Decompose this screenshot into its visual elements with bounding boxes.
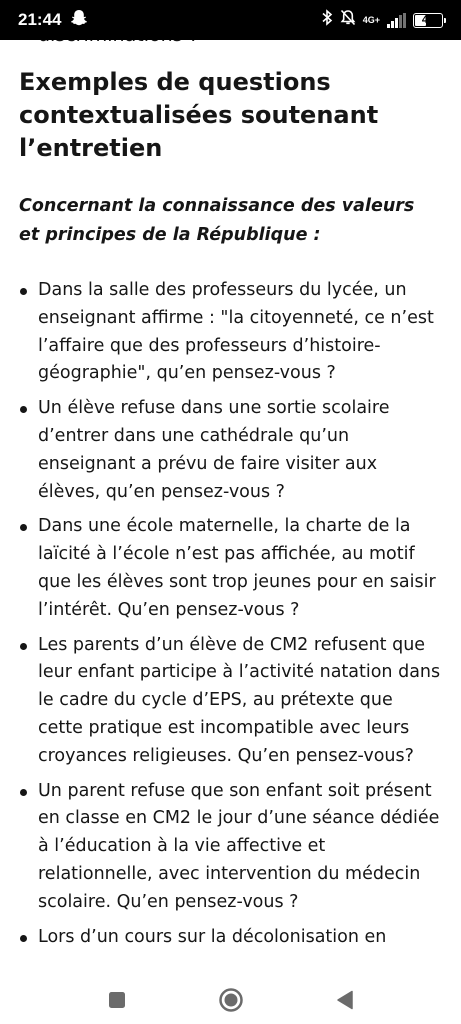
triangle-back-icon xyxy=(336,990,354,1010)
bullet-icon xyxy=(20,935,27,942)
snapchat-ghost-icon xyxy=(71,9,87,32)
network-type: 4G+ xyxy=(362,14,380,25)
bullet-icon xyxy=(20,288,27,295)
circle-icon xyxy=(218,987,244,1013)
question-text: Dans la salle des professeurs du lycée, un enseignant affirme : "la citoyenneté, ce n’est l’affaire que des professeurs d’histoire-géographie", qu’en pensez-vous ? xyxy=(38,280,434,384)
status-bar xyxy=(0,0,461,40)
list-item xyxy=(19,513,443,624)
battery-percent: 45 xyxy=(421,14,435,26)
section-intro: Concernant la connaissance des valeurs et principes de la République : xyxy=(19,196,415,245)
bullet-icon xyxy=(20,524,27,531)
home-button[interactable] xyxy=(211,980,251,1020)
question-text: Un élève refuse dans une sortie scolaire d’entrer dans une cathédrale qu’un enseignant a prévu de faire visiter aux élèves, qu’en pensez-vous ? xyxy=(38,398,390,502)
question-text: Lors d’un cours sur la décolonisation en xyxy=(38,926,387,947)
list-item xyxy=(19,395,443,506)
question-text: Les parents d’un élève de CM2 refusent que leur enfant participe à l’activité natation dans le cadre du cycle d’EPS, au prétexte que cette pratique est incompatible avec leurs croyances religieuses. Qu’en pensez-vous? xyxy=(38,634,441,766)
list-item xyxy=(19,277,443,388)
back-button[interactable] xyxy=(325,980,365,1020)
navigation-bar xyxy=(0,975,461,1024)
bullet-icon xyxy=(20,789,27,796)
recents-button[interactable] xyxy=(97,980,137,1020)
questions-list xyxy=(19,277,443,958)
clock: 21:44 xyxy=(18,10,62,29)
bullet-icon xyxy=(20,406,27,413)
list-item xyxy=(19,778,443,917)
bullet-icon xyxy=(20,643,27,650)
battery-icon xyxy=(413,13,443,28)
question-text: Un parent refuse que son enfant soit présent en classe en CM2 le jour d’une séance dédiée à l’éducation à la vie affective et relationnelle, avec intervention du médecin scolaire. Qu’en pensez-vous ? xyxy=(38,780,440,912)
bell-off-icon xyxy=(340,9,356,31)
list-item xyxy=(19,924,443,952)
signal-icon xyxy=(387,13,406,28)
section-heading: Exemples de questions contextualisées soutenant l’entretien xyxy=(19,68,379,162)
list-item xyxy=(19,632,443,771)
square-icon xyxy=(108,991,126,1009)
bluetooth-icon xyxy=(322,9,333,31)
question-text: Dans une école maternelle, la charte de la laïcité à l’école n’est pas affichée, au motif que les élèves sont trop jeunes pour en saisir l’intérêt. Qu’en pensez-vous ? xyxy=(38,516,436,620)
